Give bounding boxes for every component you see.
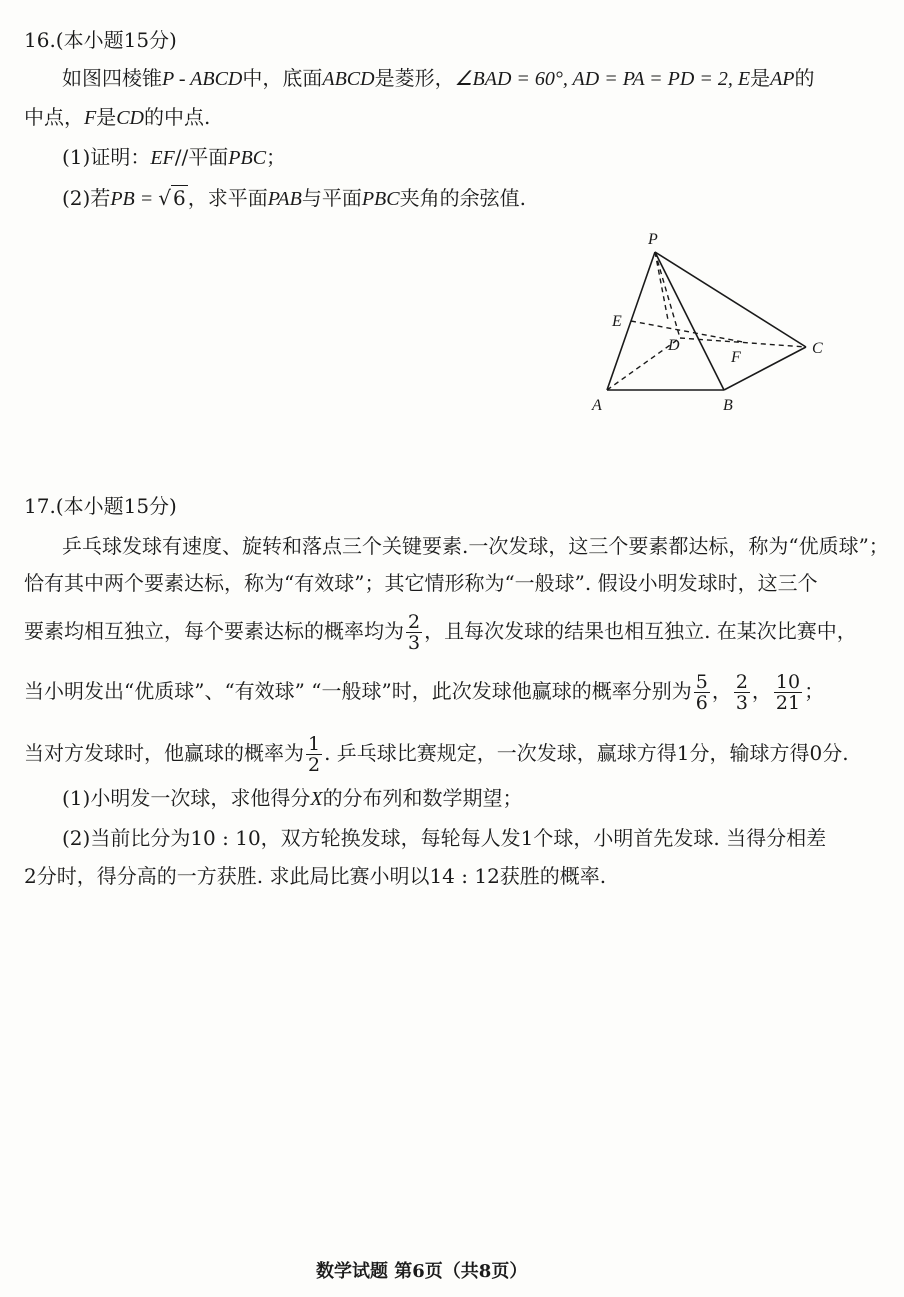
q17-part2-line1: (2)当前比分为10 : 10，双方轮换发球，每轮每人发1个球，小明首先发球. 当得分相差 [62,826,827,850]
q17-part1-text: (1)小明发一次球，求他得分 [62,786,311,810]
q16-header: 16.(本小题15分) [24,28,177,52]
q17-text: . 乒乓球比赛规定，一次发球，赢球方得1分，输球方得0分. [324,741,849,765]
q16-part1 [62,143,286,172]
label-p: P [648,231,658,248]
q17-part1-text: 的分布列和数学期望； [322,786,523,810]
fraction [774,672,802,713]
label-e: E [612,313,622,330]
q16-part2-text: 夹角的余弦值. [399,186,526,210]
q16-intro-text: 的中点. [144,105,211,129]
q16-intro-math: CD [116,107,145,129]
q16-part1-math: PBC [228,147,267,169]
q17-part1 [62,784,523,813]
fraction-denominator: 3 [735,692,748,714]
fraction-denominator: 2 [308,754,321,776]
q17-header: 17.(本小题15分) [24,494,177,518]
q16-intro-text: 的 [794,66,815,90]
q16-part2-text: 与平面 [301,186,362,210]
auxiliary-line [655,252,668,320]
q16-part1-text: //平面 [174,145,229,169]
q16-intro-math: AP [770,68,795,90]
fraction-numerator: 2 [735,671,748,693]
q17-separator: ， [751,679,772,703]
q17-line2: 恰有其中两个要素达标，称为“有效球”；其它情形称为“一般球”. 假设小明发球时，这三个 [24,571,818,595]
label-c: C [812,340,823,357]
q17-text: 当对方发球时，他赢球的概率为 [24,741,304,765]
edge-dc [680,338,806,347]
q16-part1-text: ； [266,145,287,169]
q17-text: 当小明发出“优质球”、“有效球” “一般球”时，此次发球他赢球的概率分别为 [24,679,692,703]
q17-line1: 乒乓球发球有速度、旋转和落点三个关键要素.一次发球，这三个要素都达标，称为“优质球”； [62,534,889,558]
page-footer: 数学试题 第6页（共8页） [316,1261,528,1282]
edge-pc [655,252,806,347]
q16-intro-text: 中，底面 [242,66,323,90]
fraction [694,672,710,713]
sqrt-symbol: √ [158,186,172,210]
q17-separator: ， [711,679,732,703]
q17-part1-math: X [310,788,323,810]
label-f: F [731,349,741,366]
fraction-denominator: 21 [775,692,801,714]
segment-ef [631,321,743,342]
q16-part2-math: PAB [267,188,302,210]
pyramid-figure [580,222,840,422]
q17-line5 [24,734,849,775]
fraction-denominator: 6 [695,692,708,714]
q16-intro-math: P - ABCD [162,68,243,90]
q16-intro-math: F [84,107,97,129]
fraction [306,734,322,775]
label-b: B [723,397,733,414]
fraction-numerator: 1 [308,733,321,755]
q16-intro-text: 是 [750,66,771,90]
q16-part2-math: PBC [361,188,400,210]
edge-pb [655,252,724,390]
q17-line4 [24,672,824,713]
sqrt-radicand: 6 [173,186,186,210]
q17-line3 [24,612,857,653]
q17-text: ； [804,679,825,703]
q17-text: 要素均相互独立，每个要素达标的概率均为 [24,619,404,643]
q16-part2 [62,184,526,213]
q16-intro-line2 [24,103,210,132]
q16-intro-text: 是菱形， [374,66,455,90]
q16-part2-text: ，求平面 [187,186,268,210]
fraction-numerator: 10 [775,671,801,693]
fraction-numerator: 5 [695,671,708,693]
fraction [734,672,750,713]
q16-intro-line1 [62,64,815,93]
fraction-numerator: 2 [408,611,421,633]
q16-intro-math: ∠BAD = 60°, AD = PA = PD = 2, E [454,68,751,90]
q16-intro-text: 如图四棱锥 [62,66,162,90]
q16-intro-text: 是 [96,105,117,129]
q17-part2-line2: 2分时，得分高的一方获胜. 求此局比赛小明以14 : 12获胜的概率. [24,864,607,888]
label-a: A [592,397,602,414]
q16-intro-math: ABCD [322,68,375,90]
q16-intro-text: 中点， [24,105,84,129]
fraction [406,612,422,653]
fraction-denominator: 3 [408,632,421,654]
q16-part2-text: (2)若 [62,186,111,210]
q16-part2-math: PB = [110,188,159,210]
label-d: D [668,337,680,354]
q16-part1-math: EF [150,147,175,169]
q16-part1-text: (1)证明： [62,145,151,169]
q17-text: ，且每次发球的结果也相互独立. 在某次比赛中， [424,619,857,643]
